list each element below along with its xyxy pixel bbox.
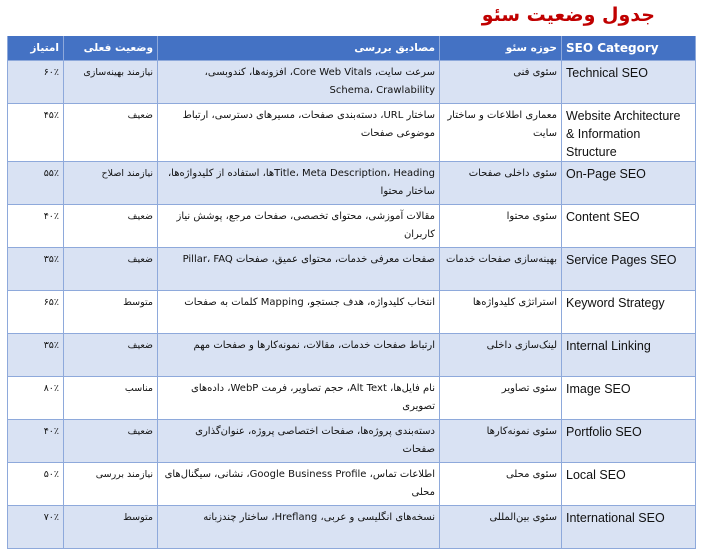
category-cell: Image SEO [562, 377, 696, 420]
area-cell: سئوی بین‌المللی [440, 506, 562, 549]
category-cell: Keyword Strategy [562, 291, 696, 334]
status-cell: ضعیف [64, 420, 158, 463]
area-cell: سئوی فنی [440, 61, 562, 104]
status-cell: نیازمند بهینه‌سازی [64, 61, 158, 104]
examples-cell: ساختار URL، دسته‌بندی صفحات، مسیرهای دسترسی، ارتباط موضوعی صفحات [158, 104, 440, 162]
category-cell: Technical SEO [562, 61, 696, 104]
area-cell: سئوی محلی [440, 463, 562, 506]
status-cell: مناسب [64, 377, 158, 420]
score-cell: ۳۵٪ [8, 334, 64, 377]
score-cell: ۵۰٪ [8, 463, 64, 506]
status-cell: ضعیف [64, 334, 158, 377]
examples-cell: سرعت سایت، Core Web Vitals، افزونه‌ها، کندوبسی، Schema، Crawlability [158, 61, 440, 104]
status-cell: ضعیف [64, 205, 158, 248]
score-cell: ۴۰٪ [8, 420, 64, 463]
category-cell: Local SEO [562, 463, 696, 506]
table-row [8, 334, 696, 377]
examples-cell: اطلاعات تماس، Google Business Profile، نشانی، سیگنال‌های محلی [158, 463, 440, 506]
category-cell: International SEO [562, 506, 696, 549]
seo-status-table [7, 36, 696, 549]
category-cell: Portfolio SEO [562, 420, 696, 463]
score-cell: ۴۰٪ [8, 205, 64, 248]
table-row [8, 162, 696, 205]
examples-cell: انتخاب کلیدواژه، هدف جستجو، Mapping کلمات به صفحات [158, 291, 440, 334]
table-row [8, 205, 696, 248]
table-row [8, 377, 696, 420]
status-cell: متوسط [64, 291, 158, 334]
table-header-row [8, 36, 696, 61]
area-cell: استراتژی کلیدواژه‌ها [440, 291, 562, 334]
area-cell: سئوی داخلی صفحات [440, 162, 562, 205]
examples-cell: مقالات آموزشی، محتوای تخصصی، صفحات مرجع، پوشش نیاز کاربران [158, 205, 440, 248]
status-cell: نیازمند اصلاح [64, 162, 158, 205]
category-cell: On-Page SEO [562, 162, 696, 205]
category-cell: Website Architecture & Information Structure [562, 104, 696, 162]
examples-cell: صفحات معرفی خدمات، محتوای عمیق، صفحات Pillar، FAQ [158, 248, 440, 291]
examples-cell: Title، Meta Description، Headingها، استفاده از کلیدواژه‌ها، ساختار محتوا [158, 162, 440, 205]
category-cell: Internal Linking [562, 334, 696, 377]
area-cell: معماری اطلاعات و ساختار سایت [440, 104, 562, 162]
table-row [8, 420, 696, 463]
area-cell: بهینه‌سازی صفحات خدمات [440, 248, 562, 291]
examples-cell: دسته‌بندی پروژه‌ها، صفحات اختصاصی پروژه، عنوان‌گذاری صفحات [158, 420, 440, 463]
header-category: SEO Category [562, 36, 696, 61]
area-cell: سئوی تصاویر [440, 377, 562, 420]
examples-cell: نسخه‌های انگلیسی و عربی، Hreflang، ساختار چندزبانه [158, 506, 440, 549]
category-cell: Content SEO [562, 205, 696, 248]
score-cell: ۶۵٪ [8, 291, 64, 334]
table-row [8, 291, 696, 334]
status-cell: متوسط [64, 506, 158, 549]
table-row [8, 104, 696, 162]
area-cell: سئوی نمونه‌کارها [440, 420, 562, 463]
area-cell: لینک‌سازی داخلی [440, 334, 562, 377]
status-cell: ضعیف [64, 248, 158, 291]
header-status: وضعیت فعلی [64, 36, 158, 61]
table-row [8, 61, 696, 104]
header-score: امتیاز [8, 36, 64, 61]
score-cell: ۷۰٪ [8, 506, 64, 549]
status-cell: نیازمند بررسی [64, 463, 158, 506]
score-cell: ۴۵٪ [8, 104, 64, 162]
table-row [8, 463, 696, 506]
header-examples: مصادیق بررسی [158, 36, 440, 61]
area-cell: سئوی محتوا [440, 205, 562, 248]
score-cell: ۳۵٪ [8, 248, 64, 291]
status-cell: ضعیف [64, 104, 158, 162]
table-row [8, 506, 696, 549]
category-cell: Service Pages SEO [562, 248, 696, 291]
score-cell: ۶۰٪ [8, 61, 64, 104]
header-area: حوزه سئو [440, 36, 562, 61]
score-cell: ۸۰٪ [8, 377, 64, 420]
examples-cell: نام فایل‌ها، Alt Text، حجم تصاویر، فرمت WebP، داده‌های تصویری [158, 377, 440, 420]
score-cell: ۵۵٪ [8, 162, 64, 205]
page-title: جدول وضعیت سئو [481, 4, 655, 26]
examples-cell: ارتباط صفحات خدمات، مقالات، نمونه‌کارها و صفحات مهم [158, 334, 440, 377]
table-row [8, 248, 696, 291]
